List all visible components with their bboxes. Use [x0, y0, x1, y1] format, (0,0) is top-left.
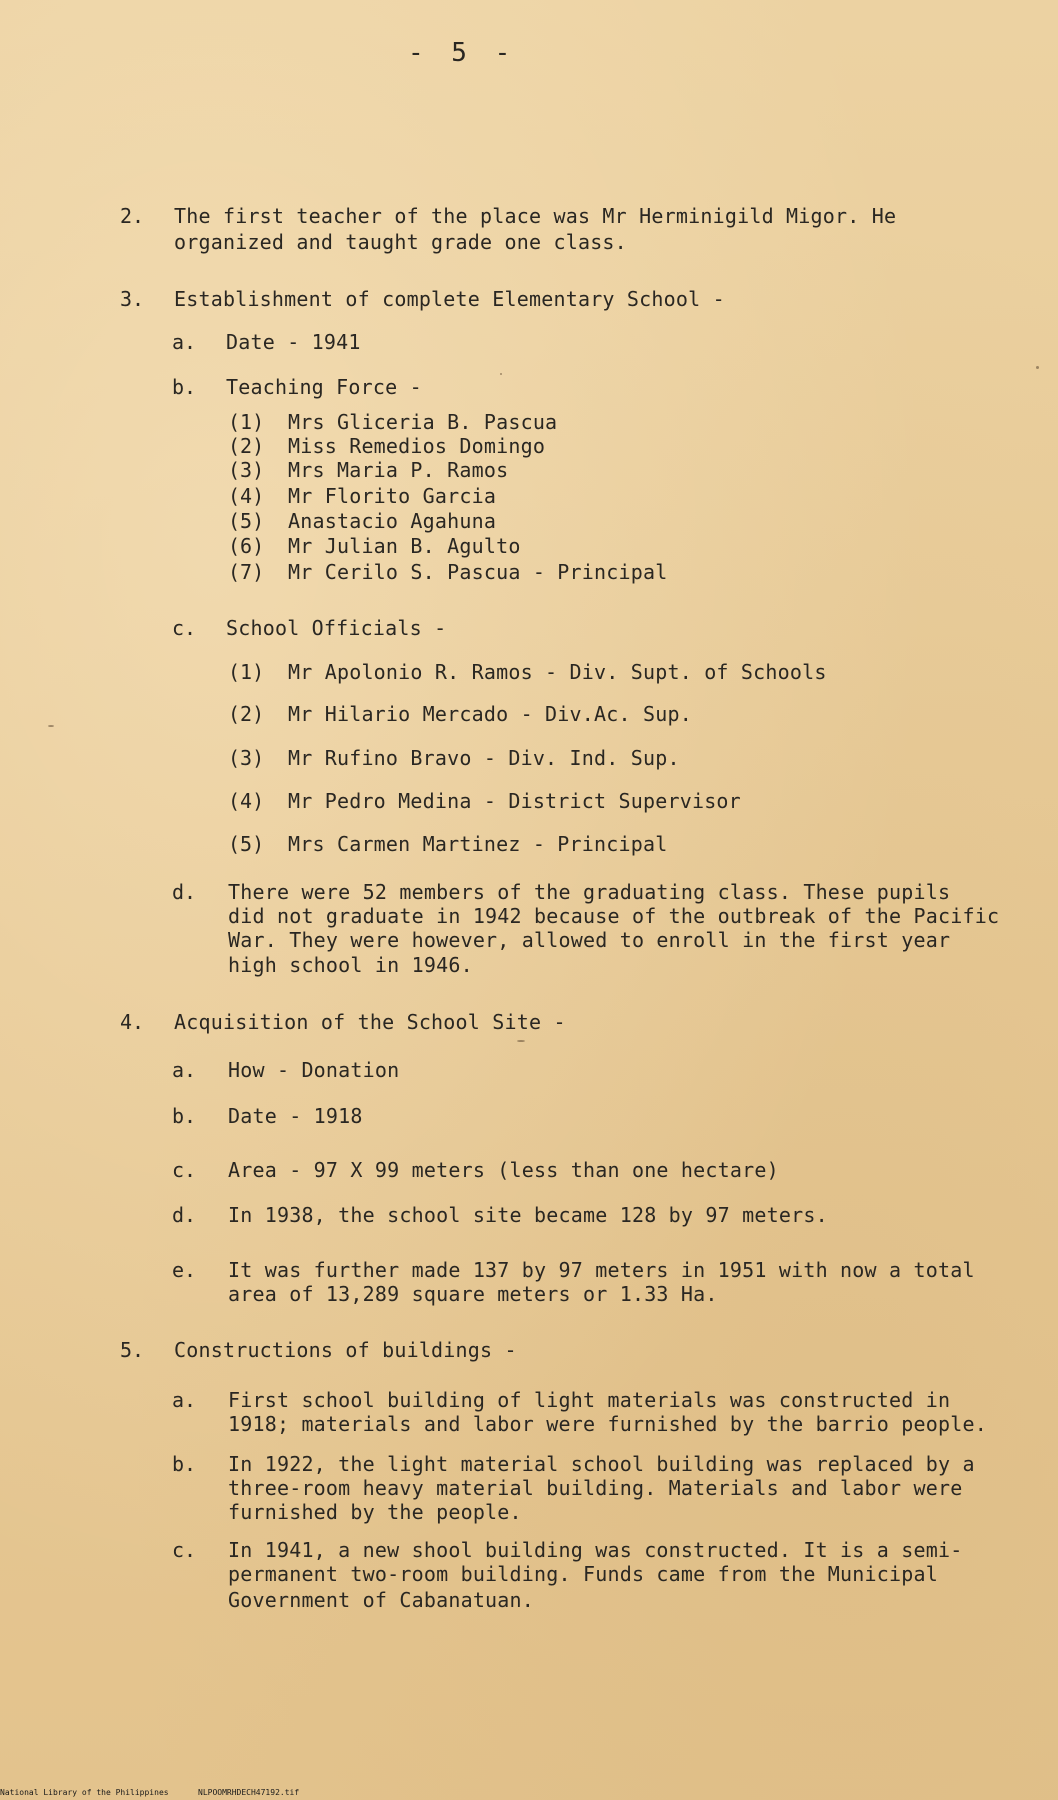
item-5b-label: b.	[172, 1452, 197, 1476]
item-3d-line-1: There were 52 members of the graduating class. These pupils	[228, 880, 951, 904]
item-5c-line-3: Government of Cabanatuan.	[228, 1588, 535, 1612]
item-5c-line-2: permanent two-room building. Funds came from the Municipal	[228, 1562, 938, 1586]
official-5-name: Mrs Carmen Martinez - Principal	[288, 832, 668, 856]
item-3d-line-4: high school in 1946.	[228, 953, 473, 977]
official-4-number: (4)	[228, 789, 265, 813]
item-3c-label: c.	[172, 616, 197, 640]
item-5a-line-2: 1918; materials and labor were furnished by the barrio people.	[228, 1412, 987, 1436]
footer-source: National Library of the Philippines	[0, 1788, 169, 1797]
official-3-number: (3)	[228, 746, 265, 770]
item-2-number: 2.	[120, 204, 145, 228]
item-2-line-2: organized and taught grade one class.	[174, 230, 627, 254]
item-5a-line-1: First school building of light materials was constructed in	[228, 1388, 951, 1412]
paper-speck	[48, 725, 54, 727]
item-4d-text: In 1938, the school site became 128 by 97 meters.	[228, 1203, 828, 1227]
teacher-1-number: (1)	[228, 410, 265, 434]
official-2-name: Mr Hilario Mercado - Div.Ac. Sup.	[288, 702, 692, 726]
item-3b-label: b.	[172, 375, 197, 399]
teacher-3-number: (3)	[228, 458, 265, 482]
official-4-name: Mr Pedro Medina - District Supervisor	[288, 789, 741, 813]
paper-speck	[500, 373, 502, 375]
official-5-number: (5)	[228, 832, 265, 856]
item-2-line-1: The first teacher of the place was Mr Herminigild Migor. He	[174, 204, 897, 228]
item-5c-label: c.	[172, 1538, 197, 1562]
item-3-title: Establishment of complete Elementary School -	[174, 287, 725, 311]
item-3d-line-2: did not graduate in 1942 because of the outbreak of the Pacific	[228, 904, 1000, 928]
paper-speck	[1036, 366, 1039, 369]
item-5a-label: a.	[172, 1388, 197, 1412]
item-4e-line-1: It was further made 137 by 97 meters in 1951 with now a total	[228, 1258, 975, 1282]
item-4b-text: Date - 1918	[228, 1104, 363, 1128]
item-3-number: 3.	[120, 287, 145, 311]
item-5b-line-1: In 1922, the light material school building was replaced by a	[228, 1452, 975, 1476]
item-3c-text: School Officials -	[226, 616, 447, 640]
item-4e-line-2: area of 13,289 square meters or 1.33 Ha.	[228, 1282, 718, 1306]
teacher-7-name: Mr Cerilo S. Pascua - Principal	[288, 560, 668, 584]
item-3b-text: Teaching Force -	[226, 375, 422, 399]
item-5b-line-2: three-room heavy material building. Materials and labor were	[228, 1476, 963, 1500]
item-5-title: Constructions of buildings -	[174, 1338, 517, 1362]
teacher-2-name: Miss Remedios Domingo	[288, 434, 546, 458]
item-4c-label: c.	[172, 1158, 197, 1182]
page-number: - 5 -	[408, 38, 517, 68]
item-4e-label: e.	[172, 1258, 197, 1282]
teacher-4-name: Mr Florito Garcia	[288, 484, 497, 508]
footer-filename: NLPOOMRHDECH47192.tif	[198, 1788, 300, 1797]
teacher-5-number: (5)	[228, 509, 265, 533]
teacher-6-number: (6)	[228, 534, 265, 558]
teacher-4-number: (4)	[228, 484, 265, 508]
paper-speck	[517, 1040, 525, 1042]
teacher-1-name: Mrs Gliceria B. Pascua	[288, 410, 558, 434]
teacher-5-name: Anastacio Agahuna	[288, 509, 497, 533]
official-1-name: Mr Apolonio R. Ramos - Div. Supt. of Schools	[288, 660, 827, 684]
item-4d-label: d.	[172, 1203, 197, 1227]
item-3d-line-3: War. They were however, allowed to enroll in the first year	[228, 928, 951, 952]
item-3a-text: Date - 1941	[226, 330, 361, 354]
item-4b-label: b.	[172, 1104, 197, 1128]
item-4-number: 4.	[120, 1010, 145, 1034]
teacher-2-number: (2)	[228, 434, 265, 458]
teacher-6-name: Mr Julian B. Agulto	[288, 534, 521, 558]
item-4a-label: a.	[172, 1058, 197, 1082]
official-2-number: (2)	[228, 702, 265, 726]
item-4a-text: How - Donation	[228, 1058, 400, 1082]
teacher-3-name: Mrs Maria P. Ramos	[288, 458, 509, 482]
item-5b-line-3: furnished by the people.	[228, 1500, 522, 1524]
item-3a-label: a.	[172, 330, 197, 354]
official-3-name: Mr Rufino Bravo - Div. Ind. Sup.	[288, 746, 680, 770]
item-3d-label: d.	[172, 880, 197, 904]
item-5-number: 5.	[120, 1338, 145, 1362]
item-5c-line-1: In 1941, a new shool building was constructed. It is a semi-	[228, 1538, 963, 1562]
official-1-number: (1)	[228, 660, 265, 684]
item-4c-text: Area - 97 X 99 meters (less than one hectare)	[228, 1158, 779, 1182]
teacher-7-number: (7)	[228, 560, 265, 584]
item-4-title: Acquisition of the School Site -	[174, 1010, 566, 1034]
